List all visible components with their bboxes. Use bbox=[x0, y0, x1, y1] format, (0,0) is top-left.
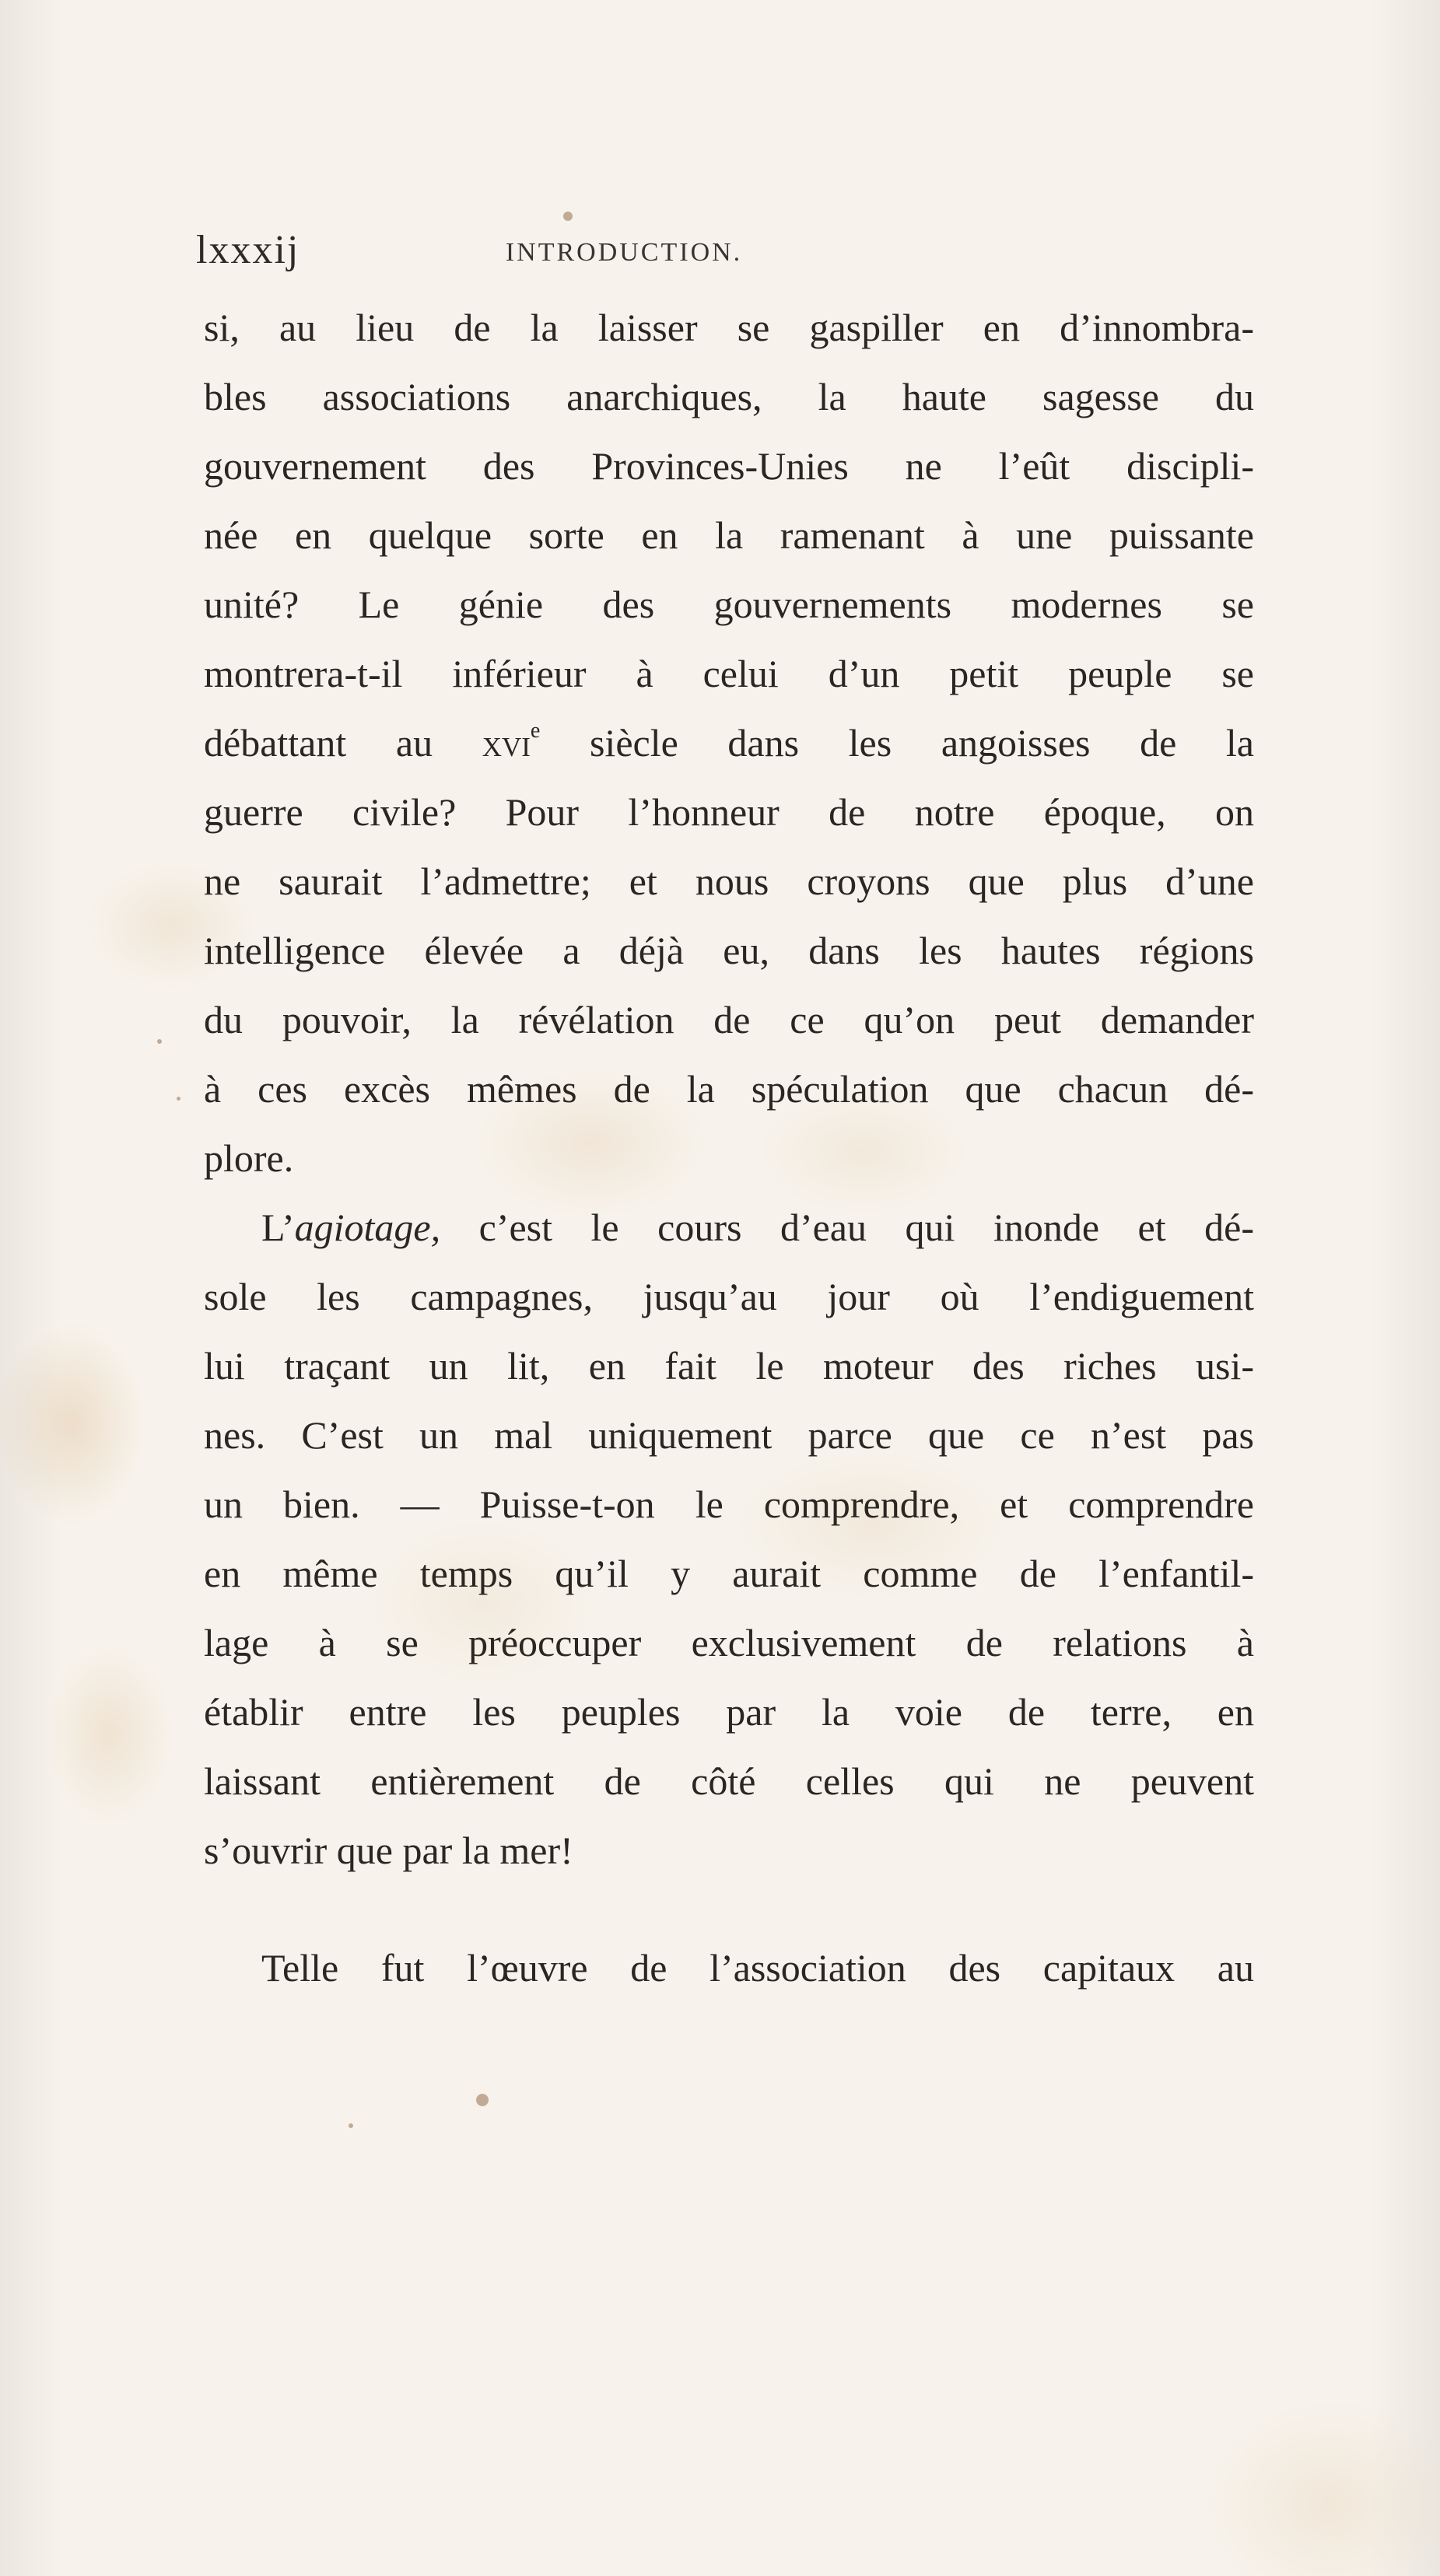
text-line bbox=[204, 709, 1254, 778]
italic-term: agiotage, bbox=[294, 1206, 441, 1249]
text-line: si, au lieu de la laisser se gaspiller en d’innombra- bbox=[204, 306, 1254, 349]
paragraph-3 bbox=[204, 1934, 1254, 2003]
text-line: guerre civile? Pour l’honneur de notre époque, on bbox=[204, 790, 1254, 834]
superscript: e bbox=[530, 719, 541, 743]
text-line: établir entre les peuples par la voie de terre, en bbox=[204, 1690, 1254, 1734]
paragraph-2 bbox=[204, 1193, 1254, 1885]
text-line: née en quelque sorte en la ramenant à une puissante bbox=[204, 513, 1254, 557]
paper-speck bbox=[157, 1039, 162, 1044]
text-line: à ces excès mêmes de la spéculation que chacun dé- bbox=[204, 1067, 1254, 1111]
text-segment: L’ bbox=[261, 1206, 295, 1249]
running-title: INTRODUCTION. bbox=[505, 238, 743, 267]
page-number: lxxxij bbox=[196, 228, 300, 272]
paragraph-1 bbox=[204, 293, 1254, 1193]
text-line: montrera-t-il inférieur à celui d’un petit peuple se bbox=[204, 652, 1254, 695]
text-segment: c’est le cours d’eau qui inonde et dé- bbox=[440, 1206, 1254, 1249]
body-text bbox=[204, 293, 1254, 2003]
text-line: plore. bbox=[204, 1136, 294, 1180]
paper-speck bbox=[563, 212, 573, 221]
text-line bbox=[204, 1193, 1254, 1262]
century-numeral: xvi bbox=[482, 721, 531, 765]
paper-speck bbox=[349, 2123, 353, 2128]
text-line: un bien. — Puisse-t-on le comprendre, et comprendre bbox=[204, 1482, 1254, 1526]
text-line: ne saurait l’admettre; et nous croyons que plus d’une bbox=[204, 859, 1254, 903]
text-line: intelligence élevée a déjà eu, dans les hautes régions bbox=[204, 929, 1254, 972]
text-line: bles associations anarchiques, la haute sagesse du bbox=[204, 375, 1254, 418]
text-line: sole les campagnes, jusqu’au jour où l’endiguement bbox=[204, 1275, 1254, 1318]
text-line: Telle fut l’œuvre de l’association des capitaux au bbox=[261, 1946, 1254, 1990]
text-segment: siècle dans les angoisses de la bbox=[540, 721, 1254, 765]
text-line: s’ouvrir que par la mer! bbox=[204, 1829, 573, 1872]
paragraph-gap bbox=[204, 1885, 1254, 1934]
text-line: nes. C’est un mal uniquement parce que ce n’est pas bbox=[204, 1413, 1254, 1457]
text-line: unité? Le génie des gouvernements modernes se bbox=[204, 583, 1254, 626]
text-line: laissant entièrement de côté celles qui ne peuvent bbox=[204, 1759, 1254, 1803]
paper-speck bbox=[476, 2094, 489, 2106]
text-line: lage à se préoccuper exclusivement de relations à bbox=[204, 1621, 1254, 1664]
page-header bbox=[196, 227, 1254, 282]
paper-speck bbox=[177, 1097, 180, 1101]
text-segment: débattant au bbox=[204, 721, 482, 765]
text-line: lui traçant un lit, en fait le moteur des riches usi- bbox=[204, 1344, 1254, 1388]
text-line: en même temps qu’il y aurait comme de l’enfantil- bbox=[204, 1552, 1254, 1595]
text-line: gouvernement des Provinces-Unies ne l’eût discipli- bbox=[204, 444, 1254, 488]
text-line: du pouvoir, la révélation de ce qu’on peut demander bbox=[204, 998, 1254, 1041]
